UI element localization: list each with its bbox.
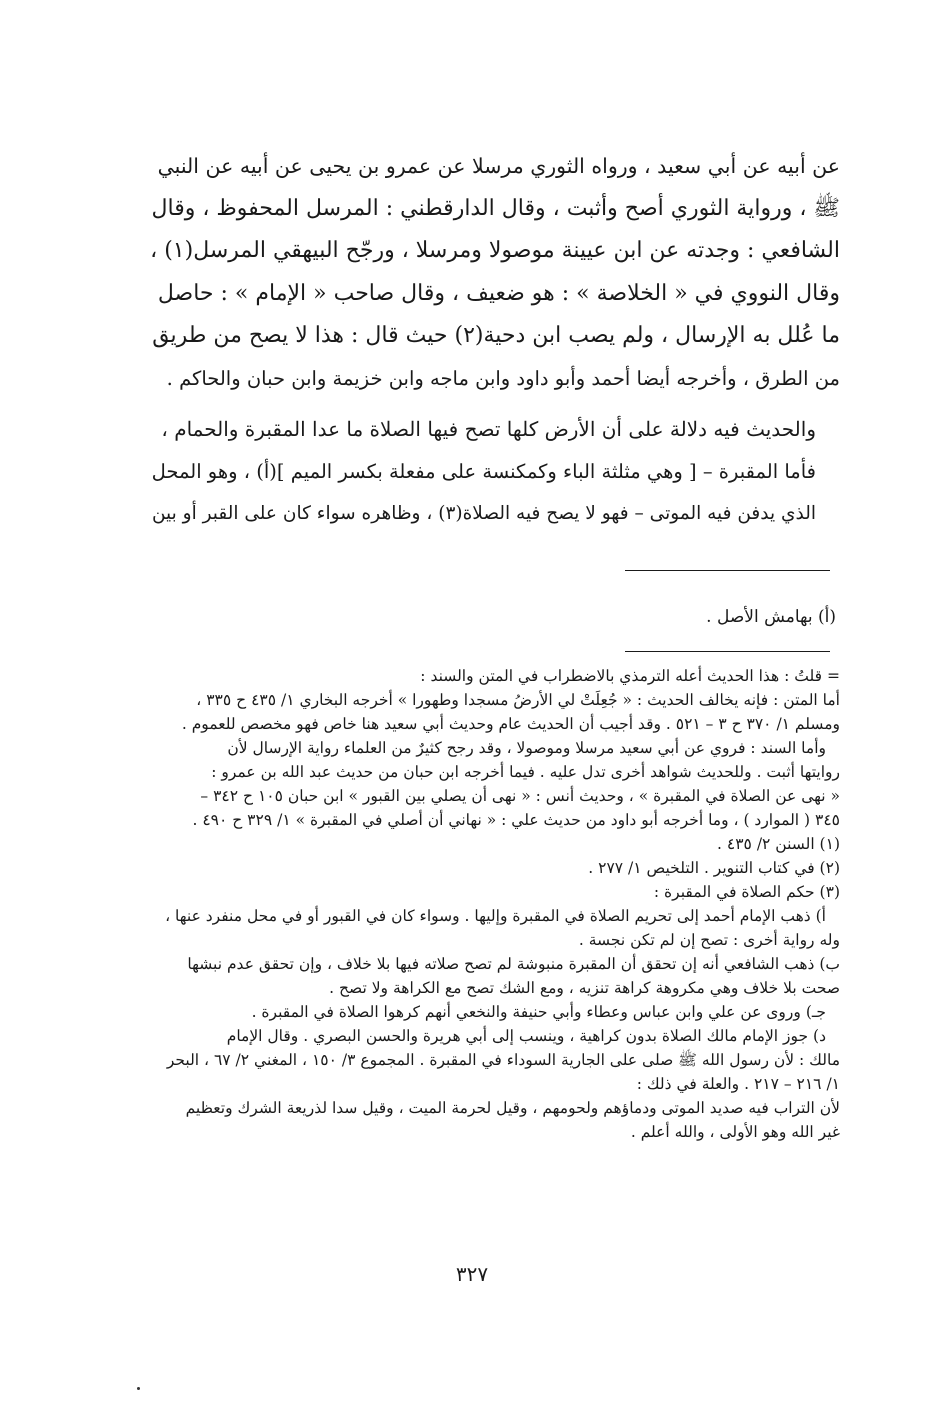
footnote-2: (٢) في كتاب التنوير . التلخيص ١/ ٢٧٧ .: [588, 859, 840, 877]
footnote-line: جـ) وروى عن علي وابن عباس وعطاء وأبي حنيفة والنخعي أنهم كرهوا الصلاة في المقبرة .: [251, 1003, 826, 1021]
footnote-line: صحت بلا خلاف وهي مكروهة كراهة تنزيه ، ومع الشك تصح مع الكراهة ولا تصح .: [329, 979, 840, 997]
text-line: ما عُلل به الإرسال ، ولم يصب ابن دحية(٢) حيث قال : هذا لا يصح من طريق: [152, 323, 840, 348]
paragraph-2: [150, 408, 840, 536]
text-line: الشافعي : وجدته عن ابن عيينة موصولا ومرسلا ، ورجّح البيهقي المرسل(١) ،: [150, 238, 840, 263]
text-line: ﷺ ، ورواية الثوري أصح وأثبت ، وقال الدارقطني : المرسل المحفوظ ، وقال: [151, 195, 840, 221]
text-line: والحديث فيه دلالة على أن الأرض كلها تصح فيها الصلاة ما عدا المقبرة والحمام ،: [161, 417, 816, 441]
footnote-line: « نهى عن الصلاة في المقبرة » ، وحديث أنس : « نهى أن يصلي بين القبور » ابن حبان ١٠٥ ح ٣٤٢ –: [200, 787, 840, 805]
footnote-line: ومسلم ١/ ٣٧٠ ح ٣ – ٥٢١ . وقد أجيب أن الحديث عام وحديث أبي سعيد هنا خاص فهو مخصص للعموم .: [181, 715, 840, 733]
footnote-line: ١/ ٢١٦ – ٢١٧ . والعلة في ذلك :: [636, 1075, 840, 1093]
footnote-line: ٣٤٥ ( الموارد ) ، وما أخرجه أبو داود من حديث علي : « نهاني أن أصلي في المقبرة » ١/ ٣٢٩ ح ٤٩٠ .: [192, 811, 840, 829]
text-line: الذي يدفن فيه الموتى – فهو لا يصح فيه الصلاة(٣) ، وظاهره سواء كان على القبر أو بين: [151, 503, 816, 524]
text-line: وقال النووي في « الخلاصة » : هو ضعيف ، وقال صاحب « الإمام » : حاصل: [157, 280, 840, 306]
separator-rule: [625, 570, 830, 571]
footnote-line: أ) ذهب الإمام أحمد إلى تحريم الصلاة في المقبرة وإليها . وسواء كان في القبور أو في محل منفرد عنها ،: [165, 907, 826, 925]
footnote-line: ب) ذهب الشافعي أنه إن تحقق أن المقبرة منبوشة لم تصح صلاته فيها بلا خلاف ، وإن تحقق عدم نبشها: [187, 955, 840, 973]
footnote-rule: [625, 651, 830, 652]
footnote-line: د) جوز الإمام مالك الصلاة بدون كراهية ، وينسب إلى أبي هريرة والحسن البصري . وقال الإمام: [226, 1027, 826, 1045]
scan-speck: [137, 1387, 140, 1390]
footnote-1: (١) السنن ٢/ ٤٣٥ .: [717, 835, 840, 853]
text-line: من الطرق ، وأخرجه أيضا أحمد وأبو داود وابن ماجه وابن خزيمة وابن حبان والحاكم .: [166, 366, 840, 390]
main-text: [150, 145, 840, 536]
footnote-line: أما المتن : فإنه يخالف الحديث : « جُعِلَتْ لي الأرضُ مسجدا وطهورا » أخرجه البخاري ١/ ٤٣٥ ح ٣٣٥ ،: [196, 691, 840, 709]
text-line: فأما المقبرة – [ وهي مثلثة الباء وكمكنسة على مفعلة بكسر الميم ](أ) ، وهو المحل: [151, 459, 816, 483]
margin-note: (أ) بهامش الأصل .: [706, 607, 836, 627]
paragraph-1: [150, 145, 840, 400]
footnote-line: وأما السند : فروي عن أبي سعيد مرسلا وموصولا ، وقد رجح كثيرٌ من العلماء رواية الإرسال لأن: [227, 739, 826, 757]
footnote-line: وله رواية أخرى : تصح إن لم تكن نجسة .: [578, 931, 840, 949]
footnote-line: مالك : لأن رسول الله ﷺ صلى على الجارية السوداء في المقبرة . المجموع ٣/ ١٥٠ ، المغني ٢/ ٦٧ ، البحر: [166, 1051, 840, 1069]
footnote-line: لأن التراب فيه صديد الموتى ودماؤهم ولحومهم ، وقيل لحرمة الميت ، وقيل سدا لذريعة الشرك وتعظيم: [185, 1099, 840, 1117]
page-number: ٣٢٧: [455, 1262, 489, 1286]
footnote-line: روايتها أثبت . وللحديث شواهد أخرى تدل عليه . فيما أخرجه ابن حبان من حديث عبد الله بن عمرو :: [211, 763, 840, 781]
footnote-line: = قلتُ : هذا الحديث أعله الترمذي بالاضطراب في المتن والسند :: [420, 667, 840, 685]
footnote-3: (٣) حكم الصلاة في المقبرة :: [653, 883, 840, 901]
text-line: عن أبيه عن أبي سعيد ، ورواه الثوري مرسلا عن عمرو بن يحيى عن أبيه عن النبي: [157, 154, 840, 178]
footnotes: [150, 664, 840, 1144]
footnote-line: غير الله وهو الأولى ، والله أعلم .: [630, 1123, 840, 1141]
